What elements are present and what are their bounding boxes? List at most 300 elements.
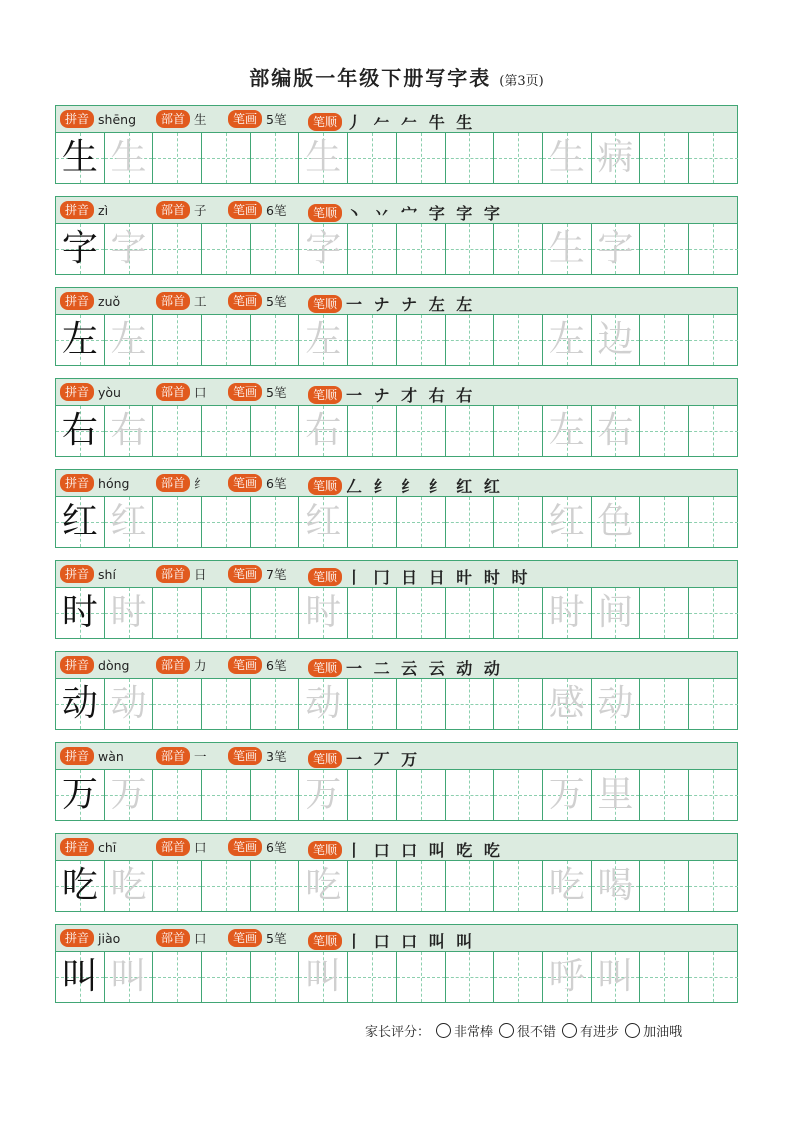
pinyin-tag: 拼音	[60, 747, 94, 765]
stroke_order-value: 丶 丷 宀 字 字 字	[346, 204, 503, 223]
stroke_count-tag: 笔画	[228, 474, 262, 492]
parent-rating	[365, 1021, 682, 1040]
radical-field	[156, 747, 207, 765]
grid-cell[interactable]	[640, 861, 689, 911]
stroke_count-value: 7笔	[266, 567, 287, 582]
stroke_count-tag: 笔画	[228, 656, 262, 674]
grid-cell[interactable]	[153, 861, 202, 911]
radical-tag: 部首	[156, 747, 190, 765]
grid-cell[interactable]	[56, 770, 105, 820]
grid-cell[interactable]	[592, 224, 641, 274]
grid-cell[interactable]	[202, 406, 251, 456]
grid-cell[interactable]	[640, 497, 689, 547]
stroke_order-tag: 笔顺	[308, 568, 342, 586]
grid-cell[interactable]	[397, 315, 446, 365]
practice-grid	[55, 405, 738, 457]
radical-value: 一	[194, 749, 207, 764]
trace-char: 万	[305, 774, 342, 815]
radical-value: 口	[194, 385, 207, 400]
practice-grid	[55, 678, 738, 730]
model-char: 动	[61, 683, 98, 724]
stroke_order-field	[308, 656, 503, 679]
grid-cell[interactable]	[640, 133, 689, 183]
grid-cell[interactable]	[689, 406, 738, 456]
grid-cell[interactable]	[105, 861, 154, 911]
grid-cell[interactable]	[494, 406, 543, 456]
grid-cell[interactable]	[202, 315, 251, 365]
stroke_count-field	[228, 565, 286, 583]
practice-grid	[55, 132, 738, 184]
grid-cell[interactable]	[299, 952, 348, 1002]
stroke_order-field	[308, 929, 475, 952]
grid-cell[interactable]	[56, 497, 105, 547]
grid-cell[interactable]	[299, 770, 348, 820]
grid-cell[interactable]	[543, 224, 592, 274]
pinyin-value: zuǒ	[98, 293, 121, 309]
stroke_order-tag: 笔顺	[308, 932, 342, 950]
model-char: 字	[61, 228, 98, 269]
grid-cell[interactable]	[202, 770, 251, 820]
grid-cell[interactable]	[202, 861, 251, 911]
grid-cell[interactable]	[348, 133, 397, 183]
rating-option-improving[interactable]: 有进步	[562, 1021, 619, 1040]
grid-cell[interactable]	[56, 588, 105, 638]
word-trace-char: 字	[597, 228, 634, 269]
grid-cell[interactable]	[56, 406, 105, 456]
stroke_count-value: 5笔	[266, 294, 287, 309]
radical-tag: 部首	[156, 474, 190, 492]
practice-grid	[55, 496, 738, 548]
grid-cell[interactable]	[446, 952, 495, 1002]
char-block	[55, 196, 738, 275]
page-label: (第3页)	[499, 74, 544, 89]
pinyin-tag: 拼音	[60, 292, 94, 310]
grid-cell[interactable]	[105, 952, 154, 1002]
grid-cell[interactable]	[105, 497, 154, 547]
radical-value: 口	[194, 840, 207, 855]
stroke_order-tag: 笔顺	[308, 204, 342, 222]
grid-cell[interactable]	[446, 861, 495, 911]
grid-cell[interactable]	[105, 406, 154, 456]
trace-char: 万	[110, 774, 147, 815]
pinyin-value: yòu	[98, 384, 121, 400]
radical-value: 纟	[194, 476, 207, 491]
pinyin-field	[60, 201, 108, 219]
grid-cell[interactable]	[543, 679, 592, 729]
stroke_count-tag: 笔画	[228, 929, 262, 947]
stroke_count-tag: 笔画	[228, 838, 262, 856]
word-trace-char: 生	[548, 228, 585, 269]
trace-char: 右	[110, 410, 147, 451]
radical-field	[156, 656, 207, 674]
rating-option-keep-going[interactable]: 加油哦	[625, 1021, 682, 1040]
stroke_count-tag: 笔画	[228, 383, 262, 401]
stroke_count-field	[228, 838, 286, 856]
word-trace-char: 里	[597, 774, 634, 815]
pinyin-tag: 拼音	[60, 383, 94, 401]
grid-cell[interactable]	[592, 406, 641, 456]
grid-cell[interactable]	[56, 315, 105, 365]
trace-char: 红	[110, 501, 147, 542]
stroke_count-value: 3笔	[266, 749, 287, 764]
pinyin-tag: 拼音	[60, 110, 94, 128]
pinyin-tag: 拼音	[60, 929, 94, 947]
radical-tag: 部首	[156, 383, 190, 401]
word-trace-char: 呼	[548, 956, 585, 997]
grid-cell[interactable]	[689, 133, 738, 183]
grid-cell[interactable]	[348, 315, 397, 365]
radical-tag: 部首	[156, 656, 190, 674]
radical-tag: 部首	[156, 292, 190, 310]
grid-cell[interactable]	[543, 861, 592, 911]
grid-cell[interactable]	[202, 952, 251, 1002]
grid-cell[interactable]	[299, 224, 348, 274]
radio-circle-icon[interactable]	[436, 1023, 451, 1038]
stroke_count-value: 6笔	[266, 203, 287, 218]
stroke_order-value: 一 ナ 才 右 右	[346, 386, 476, 405]
grid-cell[interactable]	[640, 679, 689, 729]
stroke_order-tag: 笔顺	[308, 477, 342, 495]
pinyin-tag: 拼音	[60, 838, 94, 856]
grid-cell[interactable]	[689, 770, 738, 820]
grid-cell[interactable]	[494, 224, 543, 274]
pinyin-field	[60, 565, 116, 583]
model-char: 叫	[61, 956, 98, 997]
grid-cell[interactable]	[348, 679, 397, 729]
grid-cell[interactable]	[397, 679, 446, 729]
word-trace-char: 左	[548, 319, 585, 360]
grid-cell[interactable]	[592, 315, 641, 365]
grid-cell[interactable]	[251, 679, 300, 729]
radio-circle-icon[interactable]	[625, 1023, 640, 1038]
radical-value: 力	[194, 658, 207, 673]
grid-cell[interactable]	[446, 497, 495, 547]
pinyin-value: wàn	[98, 748, 124, 764]
practice-grid	[55, 223, 738, 275]
pinyin-field	[60, 747, 124, 765]
grid-cell[interactable]	[397, 497, 446, 547]
grid-cell[interactable]	[689, 861, 738, 911]
title-text: 部编版一年级下册写字表	[249, 66, 492, 90]
trace-char: 叫	[305, 956, 342, 997]
grid-cell[interactable]	[105, 770, 154, 820]
word-trace-char: 万	[548, 774, 585, 815]
grid-cell[interactable]	[153, 406, 202, 456]
grid-cell[interactable]	[348, 497, 397, 547]
stroke_order-field	[308, 747, 420, 770]
grid-cell[interactable]	[494, 770, 543, 820]
stroke_count-value: 6笔	[266, 840, 287, 855]
grid-cell[interactable]	[543, 588, 592, 638]
grid-cell[interactable]	[446, 406, 495, 456]
grid-cell[interactable]	[105, 679, 154, 729]
stroke_order-value: 一 二 云 云 动 动	[346, 659, 503, 678]
grid-cell[interactable]	[689, 679, 738, 729]
grid-cell[interactable]	[397, 588, 446, 638]
pinyin-field	[60, 656, 129, 674]
grid-cell[interactable]	[543, 770, 592, 820]
radical-value: 日	[194, 567, 207, 582]
grid-cell[interactable]	[689, 497, 738, 547]
word-trace-char: 动	[597, 683, 634, 724]
grid-cell[interactable]	[153, 497, 202, 547]
practice-grid	[55, 769, 738, 821]
trace-char: 字	[305, 228, 342, 269]
trace-char: 吃	[305, 865, 342, 906]
grid-cell[interactable]	[689, 588, 738, 638]
grid-cell[interactable]	[56, 224, 105, 274]
stroke_count-tag: 笔画	[228, 292, 262, 310]
grid-cell[interactable]	[105, 224, 154, 274]
grid-cell[interactable]	[494, 588, 543, 638]
grid-cell[interactable]	[153, 133, 202, 183]
pinyin-value: jiào	[98, 930, 121, 946]
grid-cell[interactable]	[251, 497, 300, 547]
stroke_order-value: 丿 𠂉 𠂉 牛 生	[346, 113, 476, 132]
grid-cell[interactable]	[446, 224, 495, 274]
grid-cell[interactable]	[689, 315, 738, 365]
stroke_count-value: 5笔	[266, 112, 287, 127]
pinyin-value: shí	[98, 566, 116, 582]
stroke_count-tag: 笔画	[228, 747, 262, 765]
stroke_order-tag: 笔顺	[308, 386, 342, 404]
grid-cell[interactable]	[251, 406, 300, 456]
stroke_order-tag: 笔顺	[308, 659, 342, 677]
word-trace-char: 右	[597, 410, 634, 451]
grid-cell[interactable]	[251, 952, 300, 1002]
stroke_order-field	[308, 201, 503, 224]
trace-char: 字	[110, 228, 147, 269]
grid-cell[interactable]	[592, 952, 641, 1002]
grid-cell[interactable]	[543, 497, 592, 547]
trace-char: 右	[305, 410, 342, 451]
stroke_count-field	[228, 929, 286, 947]
grid-cell[interactable]	[494, 679, 543, 729]
stroke_order-value: 丨 口 口 叫 吃 吃	[346, 841, 503, 860]
grid-cell[interactable]	[202, 588, 251, 638]
grid-cell[interactable]	[202, 497, 251, 547]
grid-cell[interactable]	[299, 406, 348, 456]
grid-cell[interactable]	[348, 952, 397, 1002]
grid-cell[interactable]	[446, 133, 495, 183]
pinyin-field	[60, 110, 136, 128]
trace-char: 吃	[110, 865, 147, 906]
grid-cell[interactable]	[153, 952, 202, 1002]
stroke_count-value: 5笔	[266, 385, 287, 400]
grid-cell[interactable]	[494, 497, 543, 547]
grid-cell[interactable]	[251, 133, 300, 183]
char-block	[55, 560, 738, 639]
grid-cell[interactable]	[446, 315, 495, 365]
rating-option-excellent[interactable]: 非常棒	[436, 1021, 493, 1040]
stroke_count-tag: 笔画	[228, 201, 262, 219]
grid-cell[interactable]	[299, 497, 348, 547]
radical-tag: 部首	[156, 110, 190, 128]
trace-char: 生	[305, 137, 342, 178]
radical-value: 生	[194, 112, 207, 127]
grid-cell[interactable]	[299, 133, 348, 183]
stroke_count-tag: 笔画	[228, 565, 262, 583]
char-block	[55, 651, 738, 730]
grid-cell[interactable]	[640, 406, 689, 456]
grid-cell[interactable]	[251, 770, 300, 820]
radical-field	[156, 201, 207, 219]
grid-cell[interactable]	[689, 224, 738, 274]
grid-cell[interactable]	[348, 861, 397, 911]
grid-cell[interactable]	[153, 224, 202, 274]
grid-cell[interactable]	[105, 133, 154, 183]
grid-cell[interactable]	[397, 224, 446, 274]
trace-char: 左	[110, 319, 147, 360]
grid-cell[interactable]	[299, 315, 348, 365]
grid-cell[interactable]	[494, 133, 543, 183]
word-trace-char: 红	[548, 501, 585, 542]
practice-grid	[55, 951, 738, 1003]
word-trace-char: 叫	[597, 956, 634, 997]
radical-value: 口	[194, 931, 207, 946]
word-trace-char: 间	[597, 592, 634, 633]
pinyin-value: zì	[98, 202, 109, 218]
radical-field	[156, 565, 207, 583]
grid-cell[interactable]	[348, 588, 397, 638]
char-block	[55, 742, 738, 821]
grid-cell[interactable]	[640, 770, 689, 820]
grid-cell[interactable]	[397, 861, 446, 911]
stroke_order-tag: 笔顺	[308, 113, 342, 131]
grid-cell[interactable]	[640, 952, 689, 1002]
radical-field	[156, 929, 207, 947]
grid-cell[interactable]	[153, 770, 202, 820]
grid-cell[interactable]	[397, 770, 446, 820]
pinyin-field	[60, 292, 120, 310]
grid-cell[interactable]	[543, 406, 592, 456]
model-char: 生	[61, 137, 98, 178]
grid-cell[interactable]	[494, 861, 543, 911]
pinyin-tag: 拼音	[60, 474, 94, 492]
word-trace-char: 病	[597, 137, 634, 178]
stroke_order-field	[308, 110, 475, 133]
stroke_order-field	[308, 838, 503, 861]
grid-cell[interactable]	[592, 679, 641, 729]
grid-cell[interactable]	[446, 770, 495, 820]
stroke_order-field	[308, 383, 475, 406]
radical-value: 工	[194, 294, 207, 309]
pinyin-field	[60, 474, 129, 492]
stroke_count-field	[228, 110, 286, 128]
pinyin-field	[60, 929, 120, 947]
radical-value: 子	[194, 203, 207, 218]
stroke_order-field	[308, 292, 475, 315]
char-block	[55, 469, 738, 548]
grid-cell[interactable]	[397, 406, 446, 456]
stroke_count-value: 6笔	[266, 658, 287, 673]
grid-cell[interactable]	[640, 224, 689, 274]
stroke_count-field	[228, 747, 286, 765]
grid-cell[interactable]	[543, 315, 592, 365]
grid-cell[interactable]	[592, 770, 641, 820]
grid-cell[interactable]	[56, 133, 105, 183]
rating-option-good[interactable]: 很不错	[499, 1021, 556, 1040]
trace-char: 时	[305, 592, 342, 633]
stroke_count-field	[228, 201, 286, 219]
grid-cell[interactable]	[153, 679, 202, 729]
char-info-bar	[55, 560, 738, 587]
grid-cell[interactable]	[202, 679, 251, 729]
model-char: 红	[61, 501, 98, 542]
model-char: 左	[61, 319, 98, 360]
radio-circle-icon[interactable]	[562, 1023, 577, 1038]
grid-cell[interactable]	[494, 952, 543, 1002]
grid-cell[interactable]	[202, 224, 251, 274]
grid-cell[interactable]	[348, 224, 397, 274]
grid-cell[interactable]	[446, 588, 495, 638]
grid-cell[interactable]	[640, 315, 689, 365]
grid-cell[interactable]	[56, 952, 105, 1002]
stroke_count-value: 5笔	[266, 931, 287, 946]
grid-cell[interactable]	[494, 315, 543, 365]
grid-cell[interactable]	[592, 861, 641, 911]
grid-cell[interactable]	[251, 315, 300, 365]
grid-cell[interactable]	[251, 224, 300, 274]
grid-cell[interactable]	[446, 679, 495, 729]
grid-cell[interactable]	[640, 588, 689, 638]
char-info-bar	[55, 742, 738, 769]
grid-cell[interactable]	[543, 952, 592, 1002]
grid-cell[interactable]	[153, 315, 202, 365]
stroke_count-value: 6笔	[266, 476, 287, 491]
stroke_order-value: 丨 口 口 叫 叫	[346, 932, 476, 951]
char-info-bar	[55, 196, 738, 223]
grid-cell[interactable]	[299, 861, 348, 911]
grid-cell[interactable]	[689, 952, 738, 1002]
grid-cell[interactable]	[592, 133, 641, 183]
grid-cell[interactable]	[202, 133, 251, 183]
radical-tag: 部首	[156, 201, 190, 219]
char-block	[55, 924, 738, 1003]
word-trace-char: 生	[548, 137, 585, 178]
grid-cell[interactable]	[153, 588, 202, 638]
grid-cell[interactable]	[299, 679, 348, 729]
grid-cell[interactable]	[105, 315, 154, 365]
stroke_order-field	[308, 474, 503, 497]
stroke_order-tag: 笔顺	[308, 295, 342, 313]
grid-cell[interactable]	[397, 133, 446, 183]
pinyin-value: hóng	[98, 475, 130, 491]
radical-tag: 部首	[156, 838, 190, 856]
grid-cell[interactable]	[251, 588, 300, 638]
grid-cell[interactable]	[299, 588, 348, 638]
practice-grid	[55, 587, 738, 639]
grid-cell[interactable]	[592, 497, 641, 547]
grid-cell[interactable]	[105, 588, 154, 638]
grid-cell[interactable]	[348, 770, 397, 820]
grid-cell[interactable]	[56, 861, 105, 911]
radio-circle-icon[interactable]	[499, 1023, 514, 1038]
char-info-bar	[55, 833, 738, 860]
trace-char: 叫	[110, 956, 147, 997]
grid-cell[interactable]	[397, 952, 446, 1002]
grid-cell[interactable]	[56, 679, 105, 729]
stroke_order-tag: 笔顺	[308, 750, 342, 768]
grid-cell[interactable]	[592, 588, 641, 638]
grid-cell[interactable]	[251, 861, 300, 911]
radical-field	[156, 838, 207, 856]
char-block	[55, 105, 738, 184]
pinyin-field	[60, 383, 121, 401]
grid-cell[interactable]	[543, 133, 592, 183]
stroke_order-value: 一 丆 万	[346, 750, 421, 769]
grid-cell[interactable]	[348, 406, 397, 456]
